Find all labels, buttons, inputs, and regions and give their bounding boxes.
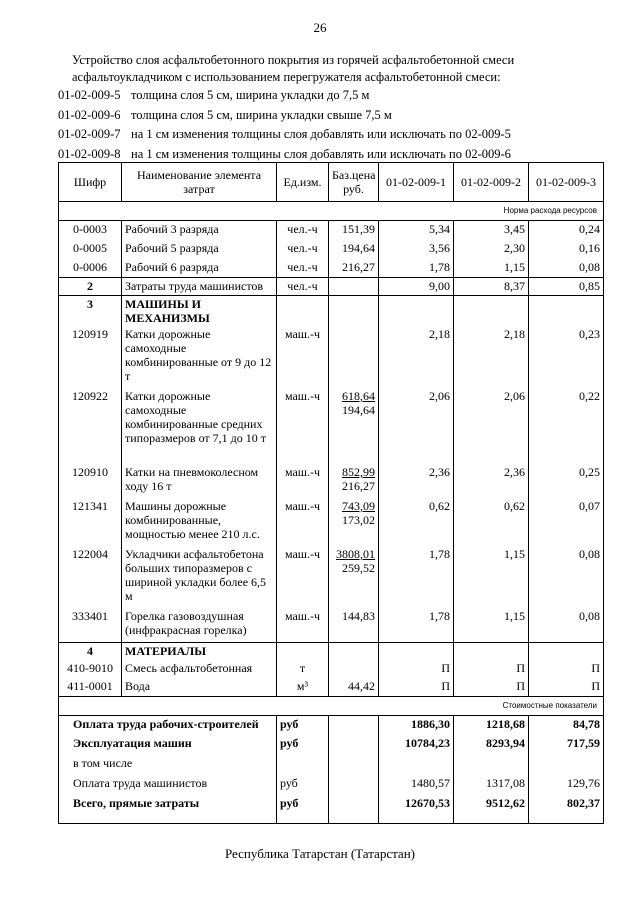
- cell-price: 194,64: [329, 240, 379, 259]
- cell-name: Затраты труда машинистов: [122, 278, 277, 296]
- total-unit: руб: [277, 715, 329, 735]
- header-cell: Ед.изм.: [277, 163, 329, 202]
- total-row: [59, 715, 604, 735]
- cell-name: Рабочий 6 разряда: [122, 259, 277, 278]
- total-name: в том числе: [59, 755, 277, 775]
- cell-unit: маш.-ч: [277, 608, 329, 642]
- norm-label-row: [59, 202, 604, 221]
- cell-code: 0-0003: [59, 221, 122, 240]
- cell-price: [329, 388, 379, 464]
- norm-label: Норма расхода ресурсов: [59, 202, 604, 221]
- total-v2: [454, 755, 529, 775]
- total-unit: руб: [277, 735, 329, 755]
- cell-code: 120910: [59, 464, 122, 498]
- cell-v1: 1,78: [379, 259, 454, 278]
- cell-v1: 0,62: [379, 498, 454, 546]
- code-text: толщина слоя 5 см, ширина укладки свыше 7,5 м: [131, 107, 392, 122]
- cell-v2: 2,36: [454, 464, 529, 498]
- header-row: [59, 163, 604, 202]
- cell-v2: 2,30: [454, 240, 529, 259]
- cell-v3: 0,08: [529, 608, 604, 642]
- total-v3: [529, 755, 604, 775]
- total-v3: 129,76: [529, 775, 604, 795]
- cell-v2: 1,15: [454, 608, 529, 642]
- header-cell: Баз.цена руб.: [329, 163, 379, 202]
- total-name: Всего, прямые затраты: [59, 795, 277, 823]
- price-secondary: 259,52: [342, 561, 375, 575]
- cell-price: [329, 278, 379, 296]
- cell-v1: 2,36: [379, 464, 454, 498]
- table-row: [59, 326, 604, 388]
- cost-label-row: [59, 696, 604, 715]
- code-list: [58, 86, 511, 164]
- cell-code: 2: [59, 278, 122, 296]
- cell-v3: 0,16: [529, 240, 604, 259]
- code-id: 01-02-009-6: [58, 107, 121, 122]
- cell-code: 410-9010: [59, 660, 122, 678]
- cell-name: Катки дорожные самоходные комбинированные от 9 до 12 т: [122, 326, 277, 388]
- total-name: Оплата труда рабочих-строителей: [59, 715, 277, 735]
- cell-name: Вода: [122, 678, 277, 696]
- cell-v2: 8,37: [454, 278, 529, 296]
- code-text: на 1 см изменения толщины слоя добавлять или исключать по 02-009-5: [131, 127, 511, 141]
- cell-code: 120922: [59, 388, 122, 464]
- total-v1: 12670,53: [379, 795, 454, 823]
- cell-v2: 3,45: [454, 221, 529, 240]
- cell-name: МАТЕРИАЛЫ: [122, 642, 277, 660]
- cell-v1: 1,78: [379, 608, 454, 642]
- table-row: [59, 660, 604, 678]
- price-secondary: 173,02: [342, 513, 375, 527]
- total-row: [59, 755, 604, 775]
- code-item: [58, 86, 511, 106]
- table-row: [59, 221, 604, 240]
- cell-v3: 0,07: [529, 498, 604, 546]
- cell-name: Машины дорожные комбинированные, мощностью менее 210 л.с.: [122, 498, 277, 546]
- code-id: 01-02-009-5: [58, 88, 121, 102]
- code-id: 01-02-009-7: [58, 127, 121, 141]
- cell-name: Рабочий 3 разряда: [122, 221, 277, 240]
- cell-v1: 3,56: [379, 240, 454, 259]
- price-underlined: 743,09: [342, 499, 375, 513]
- price-underlined: 852,99: [342, 465, 375, 479]
- cell-v3: 0,24: [529, 221, 604, 240]
- table-row: [59, 546, 604, 608]
- total-v1: 10784,23: [379, 735, 454, 755]
- total-v1: 1480,57: [379, 775, 454, 795]
- cell-price: 151,39: [329, 221, 379, 240]
- page-number: 26: [313, 20, 327, 35]
- cell-v3: 0,22: [529, 388, 604, 464]
- cell-code: 122004: [59, 546, 122, 608]
- cell-name: МАШИНЫ И МЕХАНИЗМЫ: [122, 296, 277, 327]
- cell-v3: 0,23: [529, 326, 604, 388]
- cell-code: 411-0001: [59, 678, 122, 696]
- total-unit: руб: [277, 795, 329, 823]
- header-cell: 01-02-009-3: [529, 163, 604, 202]
- cell-v3: 0,08: [529, 546, 604, 608]
- table-row: [59, 678, 604, 696]
- cell-v3: П: [529, 678, 604, 696]
- cell-name: Катки на пневмоколесном ходу 16 т: [122, 464, 277, 498]
- cost-label: Стоимостные показатели: [59, 696, 604, 715]
- total-row: [59, 775, 604, 795]
- cell-unit: маш.-ч: [277, 464, 329, 498]
- cell-v3: 0,85: [529, 278, 604, 296]
- cell-code: 0-0005: [59, 240, 122, 259]
- cell-unit: т: [277, 660, 329, 678]
- cell-unit: маш.-ч: [277, 546, 329, 608]
- total-v2: 1317,08: [454, 775, 529, 795]
- cell-v2: 1,15: [454, 546, 529, 608]
- code-text: на 1 см изменения толщины слоя добавлять или исключать по 02-009-6: [131, 146, 511, 161]
- code-id: 01-02-009-8: [58, 146, 121, 161]
- total-unit: [277, 755, 329, 775]
- header-cell: Шифр: [59, 163, 122, 202]
- cell-unit: маш.-ч: [277, 326, 329, 388]
- cell-v3: П: [529, 660, 604, 678]
- header-cell: 01-02-009-1: [379, 163, 454, 202]
- cell-name: Горелка газовоздушная (инфракрасная горелка): [122, 608, 277, 642]
- price-underlined: 618,64: [342, 389, 375, 403]
- cell-price: 144,83: [329, 608, 379, 642]
- code-item: [58, 106, 511, 126]
- cell-v2: 2,18: [454, 326, 529, 388]
- price-secondary: 216,27: [342, 479, 375, 493]
- cell-code: 3: [59, 296, 122, 327]
- section-row: [59, 296, 604, 327]
- total-v1: [379, 755, 454, 775]
- price-underlined: 3808,01: [336, 547, 375, 561]
- cell-name: Укладчики асфальтобетона больших типоразмеров с шириной укладки более 6,5 м: [122, 546, 277, 608]
- cell-name: Рабочий 5 разряда: [122, 240, 277, 259]
- cell-v2: 0,62: [454, 498, 529, 546]
- cell-v2: П: [454, 678, 529, 696]
- cell-v1: 5,34: [379, 221, 454, 240]
- cell-name: Катки дорожные самоходные комбинированные средних типоразмеров от 7,1 до 10 т: [122, 388, 277, 464]
- cell-code: 0-0006: [59, 259, 122, 278]
- cell-v3: 0,25: [529, 464, 604, 498]
- price-secondary: 194,64: [342, 403, 375, 417]
- total-v1: 1886,30: [379, 715, 454, 735]
- total-v2: 8293,94: [454, 735, 529, 755]
- cell-price: [329, 326, 379, 388]
- cell-code: 4: [59, 642, 122, 660]
- cell-v1: П: [379, 660, 454, 678]
- header-cell: Наименование элемента затрат: [122, 163, 277, 202]
- cell-v3: 0,08: [529, 259, 604, 278]
- total-row: [59, 795, 604, 823]
- header-cell: 01-02-009-2: [454, 163, 529, 202]
- resource-table: [58, 162, 604, 824]
- cell-unit: маш.-ч: [277, 498, 329, 546]
- total-name: Оплата труда машинистов: [59, 775, 277, 795]
- cell-unit: чел.-ч: [277, 259, 329, 278]
- table-row: [59, 464, 604, 498]
- cell-price: [329, 498, 379, 546]
- cell-v2: П: [454, 660, 529, 678]
- total-v3: 802,37: [529, 795, 604, 823]
- table-row: [59, 278, 604, 296]
- table-row: [59, 498, 604, 546]
- cell-code: 121341: [59, 498, 122, 546]
- cell-code: 333401: [59, 608, 122, 642]
- cell-v1: П: [379, 678, 454, 696]
- cell-unit: чел.-ч: [277, 278, 329, 296]
- cell-v2: 1,15: [454, 259, 529, 278]
- table-row: [59, 240, 604, 259]
- cell-unit: маш.-ч: [277, 388, 329, 464]
- table-row: [59, 259, 604, 278]
- cell-v2: 2,06: [454, 388, 529, 464]
- cell-price: [329, 660, 379, 678]
- total-v2: 1218,68: [454, 715, 529, 735]
- code-text: толщина слоя 5 см, ширина укладки до 7,5 м: [131, 88, 370, 102]
- table-row: [59, 388, 604, 464]
- total-v3: 717,59: [529, 735, 604, 755]
- cell-price: 44,42: [329, 678, 379, 696]
- cell-code: 120919: [59, 326, 122, 388]
- cell-name: Смесь асфальтобетонная: [122, 660, 277, 678]
- total-unit: руб: [277, 775, 329, 795]
- cell-v1: 2,18: [379, 326, 454, 388]
- cell-price: [329, 464, 379, 498]
- code-item: [58, 125, 511, 145]
- total-v3: 84,78: [529, 715, 604, 735]
- total-row: [59, 735, 604, 755]
- cell-unit: м³: [277, 678, 329, 696]
- intro-text: Устройство слоя асфальтобетонного покрытия из горячей асфальтобетонной смеси асфальтоукладчиком с использованием перегружателя асфальтобетонной смеси:: [72, 53, 515, 84]
- table-row: [59, 608, 604, 642]
- total-name: Эксплуатация машин: [59, 735, 277, 755]
- cell-price: 216,27: [329, 259, 379, 278]
- cell-v1: 9,00: [379, 278, 454, 296]
- cell-v1: 2,06: [379, 388, 454, 464]
- section-row: [59, 642, 604, 660]
- total-v2: 9512,62: [454, 795, 529, 823]
- cell-v1: 1,78: [379, 546, 454, 608]
- cell-price: [329, 546, 379, 608]
- cell-unit: чел.-ч: [277, 240, 329, 259]
- page-footer: Республика Татарстан (Татарстан): [225, 846, 415, 861]
- cell-unit: чел.-ч: [277, 221, 329, 240]
